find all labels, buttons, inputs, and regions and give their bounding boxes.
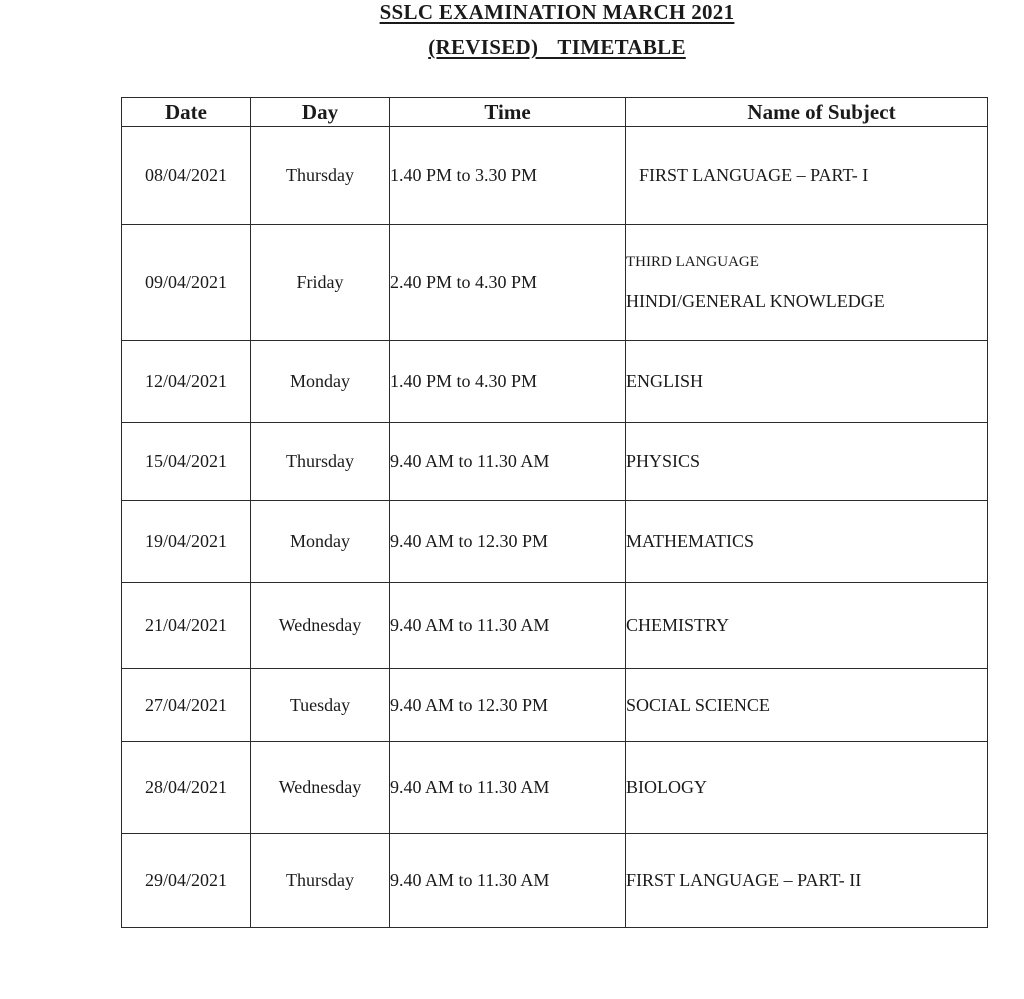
day-cell: Monday [251, 501, 390, 583]
date-cell: 21/04/2021 [122, 583, 251, 669]
time-cell: 2.40 PM to 4.30 PM [390, 225, 626, 341]
subject-cell: SOCIAL SCIENCE [626, 669, 988, 742]
time-cell: 1.40 PM to 3.30 PM [390, 127, 626, 225]
time-cell: 9.40 AM to 11.30 AM [390, 583, 626, 669]
day-cell: Wednesday [251, 583, 390, 669]
time-cell: 9.40 AM to 11.30 AM [390, 742, 626, 834]
date-cell: 27/04/2021 [122, 669, 251, 742]
day-cell: Monday [251, 341, 390, 423]
day-cell: Wednesday [251, 742, 390, 834]
header-time: Time [390, 98, 626, 127]
date-cell: 29/04/2021 [122, 834, 251, 928]
table-row [122, 834, 988, 928]
subject-cell: PHYSICS [626, 423, 988, 501]
table-row [122, 742, 988, 834]
header-day: Day [251, 98, 390, 127]
time-cell: 9.40 AM to 12.30 PM [390, 501, 626, 583]
table-row [122, 583, 988, 669]
date-cell: 28/04/2021 [122, 742, 251, 834]
subject-cell [626, 225, 988, 341]
subject-cell: FIRST LANGUAGE – PART- II [626, 834, 988, 928]
header-subject: Name of Subject [626, 98, 988, 127]
table-row [122, 501, 988, 583]
table-row [122, 127, 988, 225]
day-cell: Tuesday [251, 669, 390, 742]
date-cell: 09/04/2021 [122, 225, 251, 341]
date-cell: 12/04/2021 [122, 341, 251, 423]
document-title: SSLC EXAMINATION MARCH 2021 [379, 0, 735, 24]
day-cell: Thursday [251, 423, 390, 501]
document-subtitle: (REVISED) TIMETABLE [428, 35, 686, 59]
date-cell: 08/04/2021 [122, 127, 251, 225]
subject-cell: CHEMISTRY [626, 583, 988, 669]
time-cell: 1.40 PM to 4.30 PM [390, 341, 626, 423]
header-date: Date [122, 98, 251, 127]
date-cell: 19/04/2021 [122, 501, 251, 583]
subject-cell: ENGLISH [626, 341, 988, 423]
subject-line-2: HINDI/GENERAL KNOWLEDGE [626, 290, 885, 311]
subject-line-1: THIRD LANGUAGE [626, 253, 759, 270]
table-row [122, 341, 988, 423]
header-row [122, 98, 988, 127]
day-cell: Thursday [251, 127, 390, 225]
table-row [122, 669, 988, 742]
subject-cell: MATHEMATICS [626, 501, 988, 583]
subject-cell: BIOLOGY [626, 742, 988, 834]
table-row [122, 225, 988, 341]
day-cell: Friday [251, 225, 390, 341]
day-cell: Thursday [251, 834, 390, 928]
time-cell: 9.40 AM to 11.30 AM [390, 834, 626, 928]
date-cell: 15/04/2021 [122, 423, 251, 501]
subject-cell: FIRST LANGUAGE – PART- I [626, 127, 988, 225]
time-cell: 9.40 AM to 12.30 PM [390, 669, 626, 742]
table-row [122, 423, 988, 501]
timetable [121, 97, 988, 928]
time-cell: 9.40 AM to 11.30 AM [390, 423, 626, 501]
